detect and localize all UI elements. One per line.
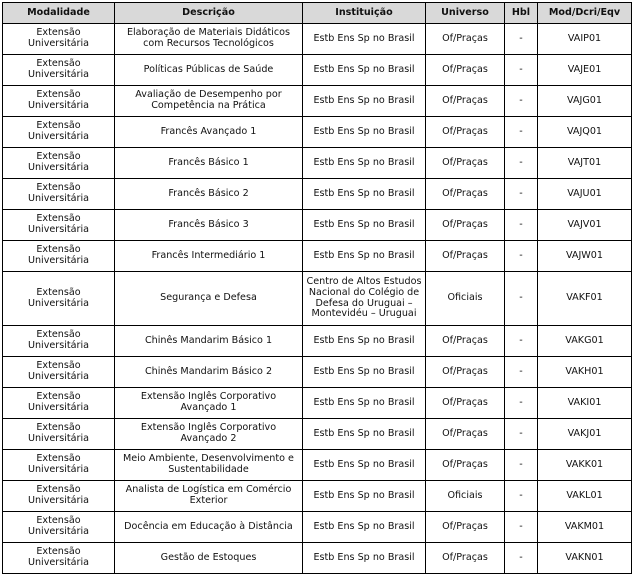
cell-modalidade: Extensão Universitária [3, 357, 115, 388]
cell-descricao: Elaboração de Materiais Didáticos com Recursos Tecnológicos [115, 24, 303, 55]
cell-instituicao: Estb Ens Sp no Brasil [303, 481, 426, 512]
cell-universo: Of/Praças [426, 24, 505, 55]
cell-hbl: - [505, 272, 538, 326]
header-descricao: Descrição [115, 3, 303, 24]
table-row [3, 512, 632, 543]
cell-descricao: Avaliação de Desempenho por Competência na Prática [115, 86, 303, 117]
table-row [3, 272, 632, 326]
cell-descricao: Chinês Mandarim Básico 1 [115, 326, 303, 357]
cell-hbl: - [505, 117, 538, 148]
cell-universo: Of/Praças [426, 388, 505, 419]
cell-instituicao: Estb Ens Sp no Brasil [303, 512, 426, 543]
cell-hbl: - [505, 55, 538, 86]
header-codigo: Mod/Dcri/Eqv [538, 3, 632, 24]
table-header-row [3, 3, 632, 24]
cell-modalidade: Extensão Universitária [3, 543, 115, 574]
cell-universo: Of/Praças [426, 419, 505, 450]
cell-codigo: VAJT01 [538, 148, 632, 179]
cell-modalidade: Extensão Universitária [3, 241, 115, 272]
cell-descricao: Políticas Públicas de Saúde [115, 55, 303, 86]
cell-codigo: VAJV01 [538, 210, 632, 241]
cell-modalidade: Extensão Universitária [3, 272, 115, 326]
table-row [3, 543, 632, 574]
cell-universo: Of/Praças [426, 55, 505, 86]
cell-universo: Of/Praças [426, 357, 505, 388]
cell-instituicao: Estb Ens Sp no Brasil [303, 55, 426, 86]
cell-descricao: Chinês Mandarim Básico 2 [115, 357, 303, 388]
cell-codigo: VAKG01 [538, 326, 632, 357]
cell-universo: Of/Praças [426, 241, 505, 272]
cell-universo: Of/Praças [426, 179, 505, 210]
cell-codigo: VAJQ01 [538, 117, 632, 148]
cell-instituicao: Estb Ens Sp no Brasil [303, 326, 426, 357]
cell-modalidade: Extensão Universitária [3, 55, 115, 86]
cell-instituicao: Estb Ens Sp no Brasil [303, 148, 426, 179]
header-hbl: Hbl [505, 3, 538, 24]
cell-modalidade: Extensão Universitária [3, 388, 115, 419]
cell-universo: Of/Praças [426, 512, 505, 543]
cell-hbl: - [505, 450, 538, 481]
cell-modalidade: Extensão Universitária [3, 481, 115, 512]
table-row [3, 86, 632, 117]
cell-hbl: - [505, 419, 538, 450]
cell-hbl: - [505, 388, 538, 419]
cell-hbl: - [505, 148, 538, 179]
cell-hbl: - [505, 24, 538, 55]
cell-descricao: Francês Avançado 1 [115, 117, 303, 148]
cell-universo: Oficiais [426, 481, 505, 512]
cell-modalidade: Extensão Universitária [3, 86, 115, 117]
cell-hbl: - [505, 512, 538, 543]
cell-universo: Of/Praças [426, 86, 505, 117]
table-row [3, 179, 632, 210]
cell-modalidade: Extensão Universitária [3, 210, 115, 241]
cell-descricao: Analista de Logística em Comércio Exterior [115, 481, 303, 512]
cell-descricao: Gestão de Estoques [115, 543, 303, 574]
table-row [3, 24, 632, 55]
cell-instituicao: Estb Ens Sp no Brasil [303, 543, 426, 574]
cell-universo: Of/Praças [426, 117, 505, 148]
cell-instituicao: Estb Ens Sp no Brasil [303, 24, 426, 55]
cell-modalidade: Extensão Universitária [3, 326, 115, 357]
cell-codigo: VAKM01 [538, 512, 632, 543]
cell-hbl: - [505, 210, 538, 241]
cell-descricao: Docência em Educação à Distância [115, 512, 303, 543]
cell-hbl: - [505, 326, 538, 357]
cell-instituicao: Estb Ens Sp no Brasil [303, 388, 426, 419]
cell-descricao: Francês Intermediário 1 [115, 241, 303, 272]
table-row [3, 419, 632, 450]
cell-modalidade: Extensão Universitária [3, 148, 115, 179]
table-row [3, 241, 632, 272]
cell-universo: Of/Praças [426, 148, 505, 179]
cell-instituicao: Estb Ens Sp no Brasil [303, 450, 426, 481]
cell-descricao: Meio Ambiente, Desenvolvimento e Sustentabilidade [115, 450, 303, 481]
cell-codigo: VAJE01 [538, 55, 632, 86]
cell-instituicao: Estb Ens Sp no Brasil [303, 86, 426, 117]
table-row [3, 117, 632, 148]
table-row [3, 210, 632, 241]
cell-descricao: Francês Básico 3 [115, 210, 303, 241]
cell-descricao: Francês Básico 1 [115, 148, 303, 179]
table-row [3, 450, 632, 481]
cell-modalidade: Extensão Universitária [3, 512, 115, 543]
table-body [3, 24, 632, 574]
cell-codigo: VAKF01 [538, 272, 632, 326]
cell-descricao: Segurança e Defesa [115, 272, 303, 326]
cell-modalidade: Extensão Universitária [3, 419, 115, 450]
table-row [3, 148, 632, 179]
table-row [3, 55, 632, 86]
cell-codigo: VAKI01 [538, 388, 632, 419]
cell-instituicao: Centro de Altos Estudos Nacional do Colégio de Defesa do Uruguai – Montevidéu – Uruguai [303, 272, 426, 326]
cell-codigo: VAJU01 [538, 179, 632, 210]
table-row [3, 388, 632, 419]
table-row [3, 326, 632, 357]
cell-universo: Of/Praças [426, 450, 505, 481]
cell-instituicao: Estb Ens Sp no Brasil [303, 179, 426, 210]
cell-codigo: VAKL01 [538, 481, 632, 512]
courses-table [2, 2, 632, 574]
table-row [3, 357, 632, 388]
cell-modalidade: Extensão Universitária [3, 117, 115, 148]
cell-hbl: - [505, 481, 538, 512]
cell-descricao: Francês Básico 2 [115, 179, 303, 210]
cell-hbl: - [505, 543, 538, 574]
cell-descricao: Extensão Inglês Corporativo Avançado 2 [115, 419, 303, 450]
cell-codigo: VAIP01 [538, 24, 632, 55]
cell-codigo: VAKK01 [538, 450, 632, 481]
cell-modalidade: Extensão Universitária [3, 24, 115, 55]
cell-universo: Oficiais [426, 272, 505, 326]
cell-instituicao: Estb Ens Sp no Brasil [303, 210, 426, 241]
cell-instituicao: Estb Ens Sp no Brasil [303, 357, 426, 388]
table-row [3, 481, 632, 512]
cell-modalidade: Extensão Universitária [3, 179, 115, 210]
cell-descricao: Extensão Inglês Corporativo Avançado 1 [115, 388, 303, 419]
cell-universo: Of/Praças [426, 210, 505, 241]
cell-hbl: - [505, 179, 538, 210]
cell-hbl: - [505, 241, 538, 272]
cell-instituicao: Estb Ens Sp no Brasil [303, 117, 426, 148]
cell-codigo: VAKH01 [538, 357, 632, 388]
cell-instituicao: Estb Ens Sp no Brasil [303, 241, 426, 272]
header-modalidade: Modalidade [3, 3, 115, 24]
cell-universo: Of/Praças [426, 543, 505, 574]
cell-codigo: VAJG01 [538, 86, 632, 117]
header-instituicao: Instituição [303, 3, 426, 24]
header-universo: Universo [426, 3, 505, 24]
cell-codigo: VAKN01 [538, 543, 632, 574]
cell-modalidade: Extensão Universitária [3, 450, 115, 481]
cell-codigo: VAKJ01 [538, 419, 632, 450]
cell-hbl: - [505, 86, 538, 117]
cell-hbl: - [505, 357, 538, 388]
cell-instituicao: Estb Ens Sp no Brasil [303, 419, 426, 450]
cell-universo: Of/Praças [426, 326, 505, 357]
cell-codigo: VAJW01 [538, 241, 632, 272]
